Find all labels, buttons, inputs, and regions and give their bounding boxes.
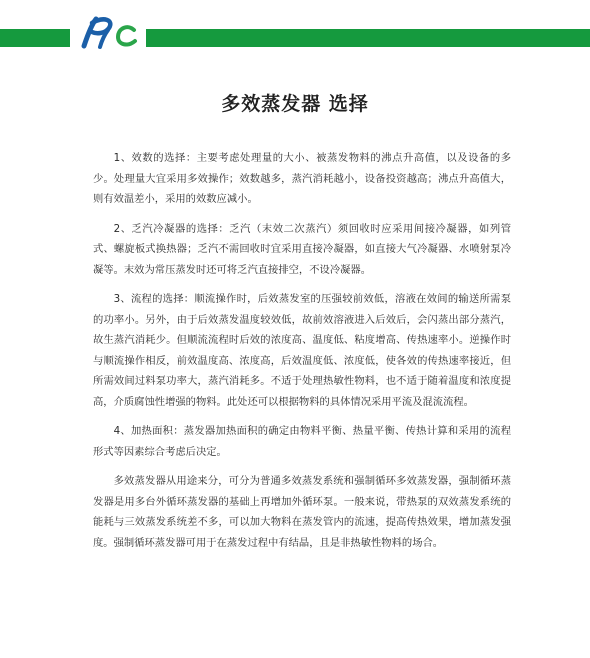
- pc-logo: [78, 14, 140, 52]
- article-body: [93, 148, 511, 562]
- paragraph-heating-area: 4、加热面积：蒸发器加热面积的确定由物料平衡、热量平衡、传热计算和采用的流程形式等因素综合考虑后决定。: [93, 425, 511, 458]
- paragraph-condenser: 2、乏汽冷凝器的选择：乏汽（末效二次蒸汽）须回收时应采用间接冷凝器，如列管式、螺旋板式换热器；乏汽不需回收时宜采用直接冷凝器，如直接大气冷凝器、水喷射泵冷凝等。末效为常压蒸发时还可将乏汽直接排空，不设冷凝器。: [93, 222, 511, 276]
- page-title: 多效蒸发器 选择: [221, 93, 369, 115]
- paragraph-summary: 多效蒸发器从用途来分，可分为普通多效蒸发系统和强制循环多效蒸发器，强制循环蒸发器是用多台外循环蒸发器的基础上再增加外循环泵。一般来说，带热泵的双效蒸发系统的能耗与三效蒸发系统差不多，可以加大物料在蒸发管内的流速，提高传热效果，增加蒸发强度。强制循环蒸发器可用于在蒸发过程中有结晶，且是非热敏性物料的场合。: [93, 475, 511, 549]
- paragraph-effect-count: 1、效数的选择：主要考虑处理量的大小、被蒸发物料的沸点升高值，以及设备的多少。处理量大宜采用多效操作；效数越多，蒸汽消耗越小，设备投资越高；沸点升高值大，则有效温差小，采用的效数应减小。: [93, 152, 511, 205]
- paragraph-flow-process: 3、流程的选择：顺流操作时，后效蒸发室的压强较前效低，溶液在效间的输送所需泵的功率小。另外，由于后效蒸发温度较效低，故前效溶液进入后效后，会闪蒸出部分蒸汽，故生蒸汽消耗少。但顺流流程时后效的浓度高、温度低、粘度增高、传热速率小。逆操作时与顺流操作相反，前效温度高、浓度高，后效温度低、浓度低，使各效的传热速率接近，但所需效间过料泵功率大，蒸汽消耗多。不适于处理热敏性物料，也不适于随着温度和浓度提高，介质腐蚀性增强的物料。此处还可以根据物料的具体情况采用平流及混流流程。: [93, 293, 511, 408]
- header-bar-right: [146, 29, 590, 47]
- header-bar-left: [0, 29, 70, 47]
- page-header: [0, 0, 590, 60]
